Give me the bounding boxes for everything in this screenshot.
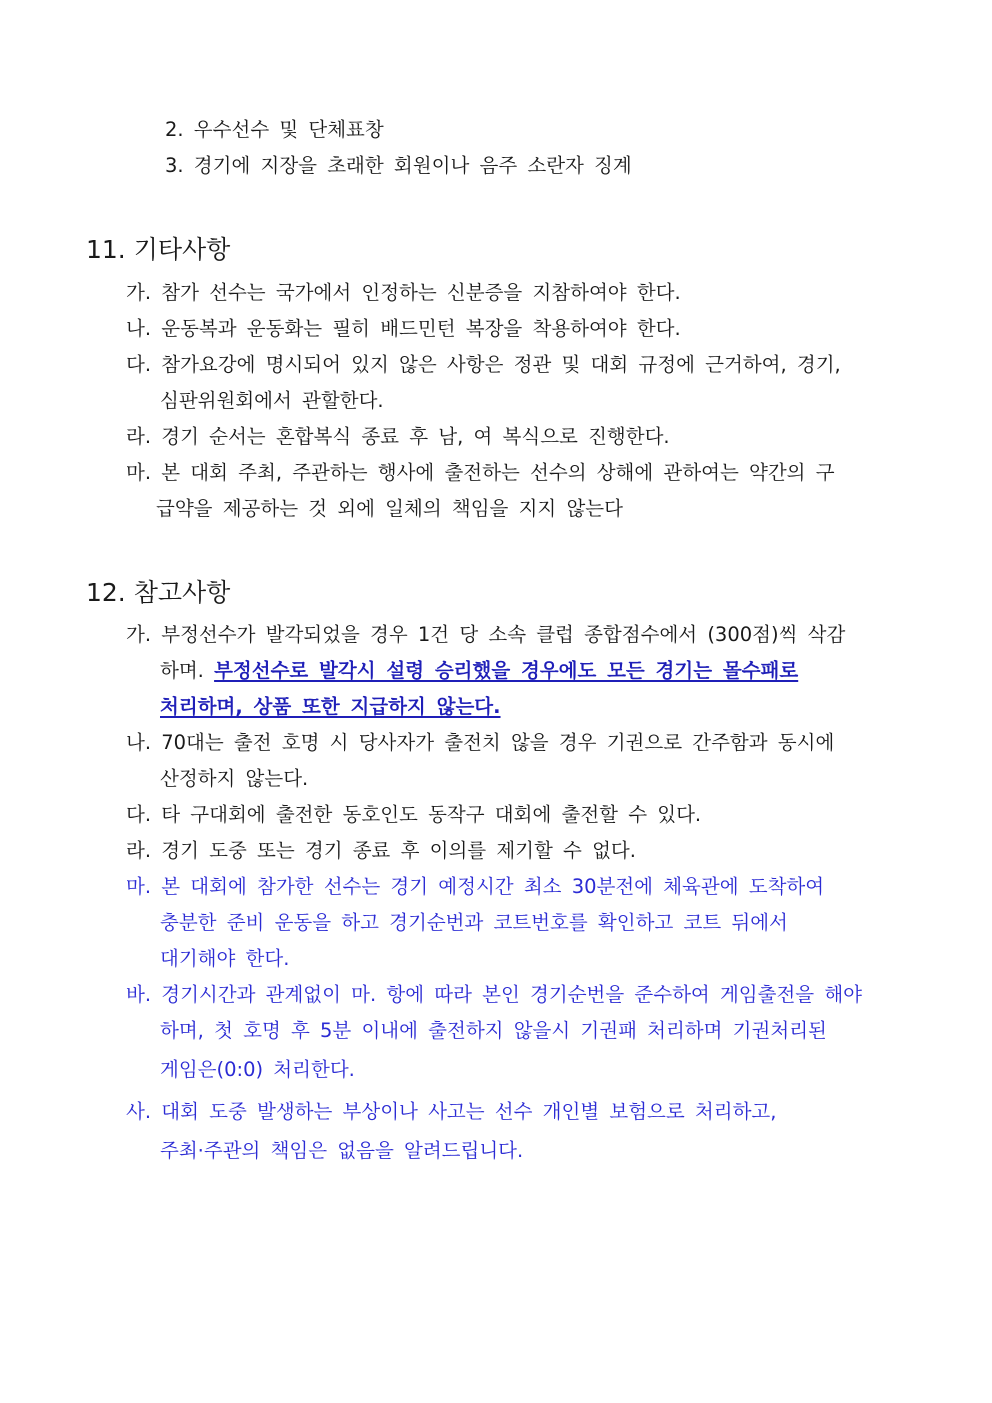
section-12-item-ma-cont2: 대기해야 한다. — [160, 947, 290, 970]
section-11-item-da: 다. 참가요강에 명시되어 있지 않은 사항은 정관 및 대회 규정에 근거하여, 경기, — [126, 353, 841, 376]
section-12-item-sa: 사. 대회 도중 발생하는 부상이나 사고는 선수 개인별 보험으로 처리하고, — [126, 1100, 777, 1123]
section-11-item-da-cont: 심판위원회에서 관할한다. — [160, 389, 384, 412]
section-12-item-sa-cont: 주최·주관의 책임은 없음을 알려드립니다. — [160, 1139, 524, 1162]
section-12-item-ba-cont2: 게임은(0:0) 처리한다. — [160, 1058, 355, 1081]
section-11-title: 11. 기타사항 — [86, 235, 231, 264]
section-11-item-ma: 마. 본 대회 주최, 주관하는 행사에 출전하는 선수의 상해에 관하여는 약간의 구 — [126, 461, 835, 484]
section-12-item-ra: 라. 경기 도중 또는 경기 종료 후 이의를 제기할 수 없다. — [126, 839, 636, 862]
section-12-item-da: 다. 타 구대회에 출전한 동호인도 동작구 대회에 출전할 수 있다. — [126, 803, 702, 826]
ga-emphasis-text-2: 처리하며, 상품 또한 지급하지 않는다. — [160, 695, 501, 718]
section-12-title: 12. 참고사항 — [86, 578, 231, 607]
ga-emphasis-text: 부정선수로 발각시 설령 승리했을 경우에도 모든 경기는 몰수패로 — [214, 659, 799, 682]
section-12-item-ma: 마. 본 대회에 참가한 선수는 경기 예정시간 최소 30분전에 체육관에 도착하여 — [126, 875, 825, 898]
section-12-item-ba: 바. 경기시간과 관계없이 마. 항에 따라 본인 경기순번을 준수하여 게임출전을 해야 — [126, 983, 863, 1006]
prev-item-2: 2. 우수선수 및 단체표창 — [165, 118, 384, 141]
section-12-item-ga-cont — [160, 655, 798, 683]
section-11-item-ra: 라. 경기 순서는 혼합복식 종료 후 남, 여 복식으로 진행한다. — [126, 425, 670, 448]
section-12-item-ga: 가. 부정선수가 발각되었을 경우 1건 당 소속 클럽 종합점수에서 (300점)씩 삭감 — [126, 623, 846, 646]
section-11-item-ga: 가. 참가 선수는 국가에서 인정하는 신분증을 지참하여야 한다. — [126, 281, 681, 304]
prev-item-3: 3. 경기에 지장을 초래한 회원이나 음주 소란자 징계 — [165, 154, 632, 177]
section-11-item-ma-cont: 급약을 제공하는 것 외에 일체의 책임을 지지 않는다 — [156, 497, 623, 520]
section-12-item-na: 나. 70대는 출전 호명 시 당사자가 출전치 않을 경우 기권으로 간주함과 동시에 — [126, 731, 835, 754]
section-12-item-ba-cont: 하며, 첫 호명 후 5분 이내에 출전하지 않을시 기권패 처리하며 기권처리된 — [160, 1019, 827, 1042]
section-12-item-ga-cont2 — [160, 691, 501, 719]
ga-plain-text: 하며. — [160, 659, 215, 682]
section-12-item-ma-cont: 충분한 준비 운동을 하고 경기순번과 코트번호를 확인하고 코트 뒤에서 — [160, 911, 788, 934]
section-11-item-na: 나. 운동복과 운동화는 필히 배드민턴 복장을 착용하여야 한다. — [126, 317, 681, 340]
section-12-item-na-cont: 산정하지 않는다. — [160, 767, 309, 790]
